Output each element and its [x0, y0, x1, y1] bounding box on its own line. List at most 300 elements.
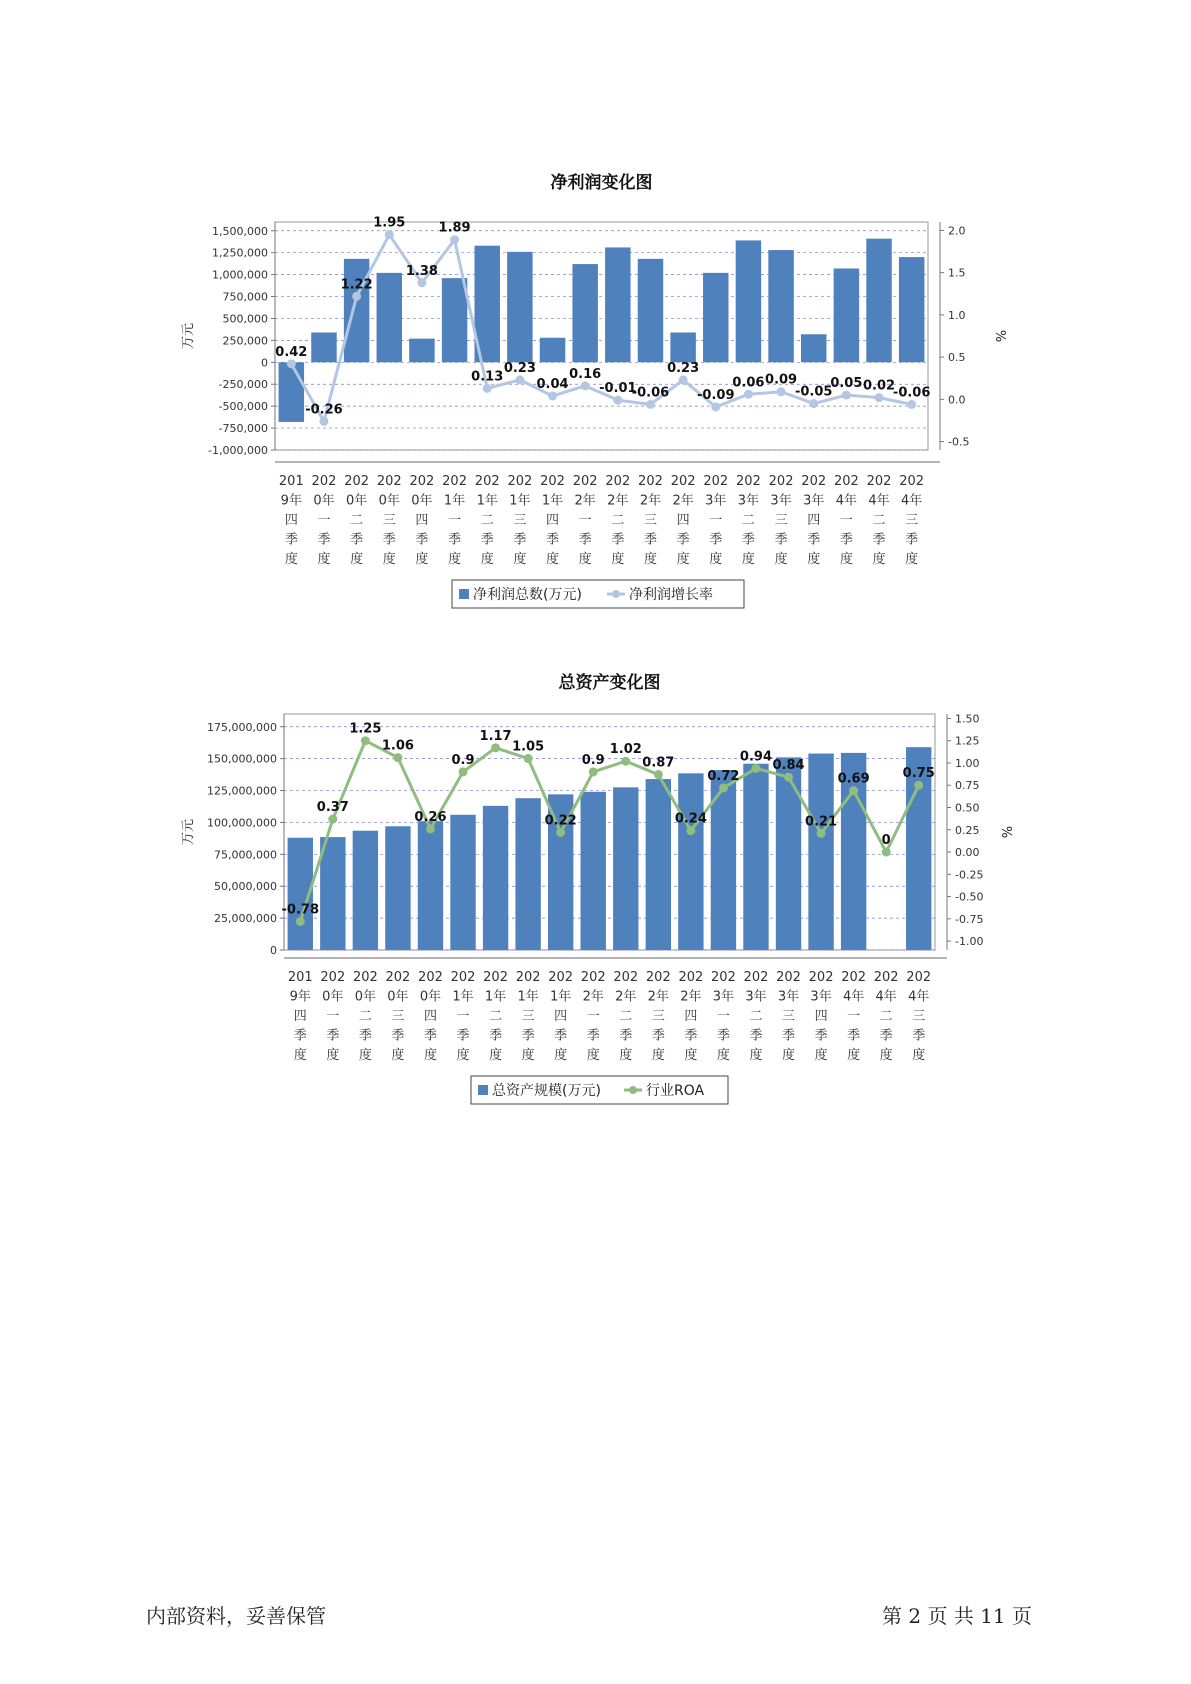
- x-tick-label-line: 202: [899, 474, 925, 489]
- x-tick-label-line: 一: [709, 513, 723, 528]
- x-tick-label-line: 二: [358, 1009, 372, 1024]
- data-label: 1.17: [479, 728, 512, 744]
- x-tick-label-line: 三: [382, 513, 396, 528]
- y-tick-label: 125,000,000: [207, 784, 277, 798]
- x-tick-label-line: 202: [507, 474, 533, 489]
- x-tick-label-line: 三: [912, 1009, 926, 1024]
- y2-tick-label: 0.50: [955, 801, 980, 815]
- x-tick-label-line: 季: [293, 1028, 307, 1044]
- x-tick-label: [507, 474, 532, 567]
- bar: [409, 339, 434, 363]
- x-tick-label-line: 季: [741, 532, 755, 548]
- bar: [483, 806, 508, 950]
- x-tick-label-line: 度: [554, 1048, 568, 1063]
- x-tick-label-line: 一: [326, 1009, 340, 1024]
- x-tick-label-line: 二: [749, 1009, 763, 1024]
- x-tick-label-line: 季: [905, 532, 919, 548]
- x-tick-label-line: 四: [807, 513, 821, 528]
- x-tick-label-line: 3年: [803, 493, 825, 509]
- line-point: [646, 400, 655, 409]
- line-point: [581, 381, 590, 390]
- y-tick-label: -500,000: [218, 400, 268, 414]
- x-tick-label-line: 202: [442, 474, 467, 489]
- x-tick-label-line: 202: [450, 970, 476, 985]
- x-tick-label-line: 二: [879, 1009, 893, 1024]
- x-tick-label-line: 季: [284, 532, 298, 548]
- x-tick-label: [581, 970, 606, 1063]
- data-label: 0.9: [451, 752, 475, 768]
- x-tick-label-line: 二: [480, 513, 494, 528]
- x-tick-label-line: 季: [807, 532, 821, 548]
- x-tick-label-line: 0年: [345, 493, 368, 509]
- x-tick-label-line: 202: [311, 474, 337, 489]
- x-tick-label-line: 2年: [672, 493, 694, 509]
- data-label: 0.37: [316, 800, 349, 816]
- y-tick-label: -750,000: [218, 422, 268, 436]
- x-tick-label-line: 2年: [574, 493, 596, 509]
- y-tick-label: 150,000,000: [207, 752, 277, 766]
- x-tick-label-line: 季: [456, 1028, 470, 1044]
- x-tick-label-line: 度: [415, 552, 429, 567]
- x-tick-label-line: 季: [358, 1028, 372, 1044]
- x-tick-label-line: 9年: [289, 989, 311, 1005]
- bar: [311, 332, 336, 362]
- x-tick-label-line: 202: [572, 474, 598, 489]
- x-tick-label-line: 0年: [387, 989, 409, 1005]
- line-point: [361, 736, 370, 745]
- x-tick-label-line: 202: [409, 474, 435, 489]
- x-tick-label-line: 0年: [313, 493, 335, 509]
- x-tick-label-line: 202: [352, 970, 378, 985]
- x-tick-label-line: 季: [382, 532, 396, 548]
- x-tick-label-line: 季: [513, 532, 527, 548]
- x-tick-label-line: 四: [676, 513, 690, 528]
- line-point: [319, 417, 328, 426]
- data-label: 0.72: [707, 768, 740, 784]
- x-tick-label-line: 季: [415, 532, 429, 548]
- line-point: [417, 278, 426, 287]
- line-point: [686, 826, 695, 835]
- line-point: [548, 391, 557, 400]
- x-tick-label-line: 二: [350, 513, 364, 528]
- y-tick-label: -1,000,000: [208, 444, 268, 457]
- x-tick-label-line: 度: [847, 1048, 861, 1063]
- x-tick-label-line: 2年: [607, 493, 629, 509]
- plot-area: [275, 222, 931, 450]
- y2-tick-label: 0.00: [955, 846, 980, 860]
- x-tick-label: [573, 474, 598, 567]
- x-tick-label-line: 202: [320, 970, 346, 985]
- x-tick-label-line: 0年: [322, 989, 344, 1005]
- x-tick-label-line: 1年: [541, 493, 564, 509]
- x-tick-label-line: 202: [605, 474, 631, 489]
- x-tick-label-line: 度: [651, 1048, 665, 1063]
- x-tick-label: [769, 474, 794, 567]
- bar: [515, 798, 540, 950]
- x-tick-label-line: 度: [619, 1048, 633, 1063]
- y2-tick-label: 0.75: [955, 779, 980, 793]
- x-tick-label-line: 度: [480, 552, 494, 567]
- x-tick-label-line: 1年: [509, 493, 531, 509]
- x-tick-label-line: 三: [774, 513, 788, 528]
- data-label: 0.23: [667, 360, 700, 376]
- x-tick-label-line: 2年: [647, 989, 669, 1005]
- data-label: 0.42: [275, 344, 308, 360]
- y-tick-label: 1,500,000: [212, 224, 268, 238]
- x-tick-label-line: 0年: [378, 493, 400, 509]
- x-tick-label-line: 1年: [452, 989, 474, 1005]
- x-tick-label-line: 一: [448, 513, 462, 528]
- x-tick-label-line: 四: [415, 513, 429, 528]
- y-tick-label: 1,250,000: [212, 246, 268, 260]
- y-axis-title: 万元: [181, 818, 196, 846]
- y-tick-label: 175,000,000: [207, 720, 277, 734]
- x-tick-label-line: 2年: [582, 989, 604, 1005]
- data-label: -0.01: [599, 381, 637, 397]
- data-label: 0.94: [739, 749, 773, 765]
- x-tick-label: [288, 970, 313, 1063]
- line-point: [882, 848, 891, 857]
- y2-tick-label: -0.5: [948, 435, 970, 449]
- x-tick-label-line: 季: [651, 1028, 665, 1044]
- x-tick-label-line: 1年: [484, 989, 507, 1005]
- line-point: [613, 396, 622, 405]
- x-tick-label: [711, 970, 736, 1063]
- x-tick-label-line: 度: [905, 552, 919, 567]
- y-tick-label: 0: [270, 944, 277, 957]
- x-tick-label-line: 9年: [280, 493, 302, 509]
- y2-tick-label: -0.25: [955, 868, 984, 882]
- x-tick-label-line: 2年: [680, 989, 702, 1005]
- x-tick-label-line: 度: [879, 1048, 893, 1063]
- x-tick-label-line: 201: [278, 474, 304, 489]
- bar: [377, 273, 402, 362]
- line-point: [621, 757, 630, 766]
- y2-tick-label: -0.75: [955, 912, 984, 926]
- x-tick-label: [451, 970, 476, 1063]
- x-tick-label-line: 202: [768, 474, 794, 489]
- bar: [768, 250, 793, 362]
- x-tick-label-line: 季: [521, 1028, 535, 1044]
- x-tick-label-line: 度: [358, 1048, 372, 1063]
- data-label: 0.06: [732, 375, 765, 391]
- x-tick-label-line: 季: [611, 532, 625, 548]
- x-tick-label-line: 202: [483, 970, 508, 985]
- x-tick-label-line: 1年: [517, 989, 539, 1005]
- data-label: 0.04: [536, 376, 569, 392]
- line-point: [296, 917, 305, 926]
- bar: [743, 764, 768, 950]
- y2-tick-label: 1.0: [948, 308, 966, 322]
- line-point: [385, 230, 394, 239]
- x-tick-label: [344, 474, 369, 567]
- bar: [899, 257, 924, 362]
- x-tick-label-line: 一: [317, 513, 331, 528]
- line-point: [751, 764, 760, 773]
- bar: [353, 831, 378, 950]
- x-tick-label-line: 季: [586, 1028, 600, 1044]
- x-tick-label-line: 四: [293, 1009, 307, 1024]
- x-tick-label: [678, 970, 703, 1063]
- x-tick-label-line: 季: [749, 1028, 763, 1044]
- legend-line-marker: [629, 1086, 637, 1094]
- line-point: [491, 743, 500, 752]
- x-tick-label-line: 四: [684, 1009, 698, 1024]
- legend-bar-label: 总资产规模(万元): [492, 1083, 601, 1099]
- x-tick-label-line: 一: [716, 1009, 730, 1024]
- x-tick-label-line: 季: [872, 532, 886, 548]
- bar: [670, 332, 695, 362]
- y-tick-label: 75,000,000: [214, 848, 277, 862]
- bar: [450, 815, 475, 950]
- x-tick-label-line: 度: [293, 1048, 307, 1063]
- bar: [703, 273, 728, 362]
- y-axis-title: 万元: [181, 322, 196, 350]
- line-point: [328, 815, 337, 824]
- x-tick-label-line: 201: [287, 970, 313, 985]
- data-label: 1.05: [512, 739, 545, 755]
- data-label: 0.09: [765, 372, 798, 388]
- x-tick-label-line: 度: [774, 552, 788, 567]
- x-tick-label-line: 202: [385, 970, 411, 985]
- x-tick-label-line: 4年: [842, 989, 865, 1005]
- x-tick-label-line: 3年: [777, 989, 800, 1005]
- x-tick-label-line: 4年: [901, 493, 923, 509]
- bar: [279, 362, 304, 422]
- data-label: 1.89: [438, 220, 471, 236]
- x-tick-label-line: 季: [879, 1028, 893, 1044]
- x-tick-label-line: 202: [645, 970, 671, 985]
- x-tick-label-line: 四: [554, 1009, 568, 1024]
- data-label: 0.24: [674, 811, 707, 827]
- x-tick-label-line: 季: [912, 1028, 926, 1044]
- line-point: [654, 770, 663, 779]
- legend-line-label: 净利润增长率: [629, 587, 713, 603]
- x-tick-label: [646, 970, 671, 1063]
- x-tick-label-line: 季: [709, 532, 723, 548]
- x-tick-label-line: 202: [678, 970, 704, 985]
- x-tick-label-line: 度: [643, 552, 657, 567]
- x-tick-label-line: 度: [749, 1048, 763, 1063]
- line-point: [907, 400, 916, 409]
- x-tick-label: [418, 970, 443, 1063]
- line-point: [719, 783, 728, 792]
- legend-line-label: 行业ROA: [646, 1083, 705, 1099]
- line-point: [777, 387, 786, 396]
- line-point: [914, 781, 923, 790]
- x-tick-label: [776, 970, 801, 1063]
- data-label: 0.05: [830, 376, 863, 392]
- line-point: [287, 359, 296, 368]
- x-tick-label-line: 度: [839, 552, 853, 567]
- chart-title: 净利润变化图: [550, 173, 653, 193]
- x-tick-label: [320, 970, 345, 1063]
- x-tick-label-line: 202: [776, 970, 801, 985]
- line-point: [459, 767, 468, 776]
- data-label: 0.26: [414, 809, 447, 825]
- line-point: [515, 375, 524, 384]
- x-tick-label-line: 度: [782, 1048, 796, 1063]
- x-tick-label-line: 202: [743, 970, 769, 985]
- x-tick-label-line: 度: [546, 552, 560, 567]
- x-tick-label-line: 度: [716, 1048, 730, 1063]
- y-tick-label: 250,000: [222, 334, 268, 348]
- bar: [711, 770, 736, 950]
- x-tick-label: [744, 970, 769, 1063]
- line-point: [450, 235, 459, 244]
- x-tick-label-line: 202: [833, 474, 859, 489]
- x-tick-label-line: 四: [814, 1009, 828, 1024]
- x-tick-label-line: 202: [376, 474, 402, 489]
- bar: [320, 837, 345, 950]
- x-tick-label-line: 4年: [835, 493, 858, 509]
- x-tick-label-line: 二: [872, 513, 886, 528]
- x-tick-label-line: 季: [774, 532, 788, 548]
- footer-page-number: 第 2 页 共 11 页: [882, 1604, 1032, 1628]
- line-point: [524, 754, 533, 763]
- y2-axis-title: %: [992, 329, 1007, 343]
- bar: [834, 268, 859, 362]
- x-tick-label-line: 202: [906, 970, 932, 985]
- x-tick-label-line: 季: [317, 532, 331, 548]
- x-tick-label: [475, 474, 500, 567]
- x-tick-label-line: 202: [474, 474, 500, 489]
- y-tick-label: 1,000,000: [212, 268, 268, 282]
- x-tick-label-line: 季: [480, 532, 494, 548]
- x-tick-label-line: 三: [521, 1009, 535, 1024]
- x-tick-label-line: 202: [540, 474, 565, 489]
- x-tick-label-line: 一: [456, 1009, 470, 1024]
- bar: [581, 792, 606, 950]
- data-label: 1.95: [373, 215, 406, 231]
- x-tick-label-line: 季: [676, 532, 690, 548]
- data-label: -0.05: [794, 384, 833, 400]
- x-tick-label-line: 度: [350, 552, 364, 567]
- x-tick-label-line: 202: [711, 970, 736, 985]
- x-tick-label: [279, 474, 304, 567]
- y2-tick-label: 1.50: [955, 712, 980, 726]
- x-tick-label-line: 度: [284, 552, 298, 567]
- x-tick-label-line: 度: [586, 1048, 600, 1063]
- data-label: 0.9: [581, 752, 605, 768]
- line-point: [483, 384, 492, 393]
- bar: [540, 338, 565, 363]
- bar: [418, 821, 443, 950]
- data-label: 1.25: [349, 721, 382, 737]
- x-tick-label: [410, 474, 435, 567]
- x-tick-label: [638, 474, 663, 567]
- x-tick-label-line: 2年: [639, 493, 662, 509]
- x-tick-label-line: 度: [513, 552, 527, 567]
- x-tick-label-line: 202: [873, 970, 899, 985]
- data-label: 0.16: [569, 366, 602, 382]
- x-tick-label-line: 季: [448, 532, 462, 548]
- data-label: 0.75: [902, 766, 935, 782]
- x-tick-label-line: 202: [580, 970, 606, 985]
- line-point: [809, 399, 818, 408]
- x-tick-label: [386, 970, 411, 1063]
- x-tick-label: [703, 474, 728, 567]
- x-tick-label-line: 202: [344, 474, 370, 489]
- data-label: 1.06: [381, 738, 414, 754]
- x-tick-label-line: 季: [684, 1028, 698, 1044]
- legend-bar-label: 净利润总数(万元): [473, 587, 582, 603]
- x-tick-label-line: 度: [391, 1048, 405, 1063]
- data-label: 0.69: [837, 771, 870, 787]
- y-tick-label: -250,000: [218, 378, 268, 392]
- legend-line-marker: [612, 590, 620, 598]
- line-point: [842, 391, 851, 400]
- x-tick-label-line: 度: [521, 1048, 535, 1063]
- x-tick-label-line: 3年: [705, 493, 727, 509]
- legend-bar-swatch: [478, 1085, 488, 1095]
- x-tick-label-line: 季: [423, 1028, 437, 1044]
- x-tick-label-line: 季: [782, 1028, 796, 1044]
- x-tick-label: [613, 970, 638, 1063]
- bar: [808, 754, 833, 950]
- x-tick-label: [736, 474, 761, 567]
- y-tick-label: 100,000,000: [207, 816, 277, 830]
- bar: [736, 240, 761, 362]
- bar: [678, 773, 703, 950]
- chart-title: 总资产变化图: [558, 673, 661, 693]
- x-tick-label: [899, 474, 924, 567]
- x-tick-label: [483, 970, 508, 1063]
- x-tick-label: [801, 474, 826, 567]
- line-point: [817, 829, 826, 838]
- x-tick-label-line: 季: [350, 532, 364, 548]
- x-tick-label-line: 度: [684, 1048, 698, 1063]
- x-tick-label: [809, 970, 834, 1063]
- y-tick-label: 500,000: [222, 312, 268, 326]
- x-tick-label: [312, 474, 337, 567]
- line-point: [744, 390, 753, 399]
- bar: [646, 779, 671, 950]
- x-tick-label-line: 3年: [745, 989, 767, 1005]
- x-tick-label-line: 4年: [868, 493, 890, 509]
- data-label: 0.23: [503, 360, 536, 376]
- y2-axis-title: %: [998, 825, 1013, 839]
- total-assets-chart-svg: [0, 660, 1191, 1120]
- total-assets-chart: [0, 660, 1191, 1120]
- data-label: 1.22: [340, 277, 373, 293]
- x-tick-label-line: 二: [741, 513, 755, 528]
- x-tick-label-line: 1年: [550, 989, 572, 1005]
- bar: [572, 264, 597, 362]
- x-tick-label-line: 3年: [737, 493, 760, 509]
- bar: [507, 252, 532, 362]
- line-point: [711, 402, 720, 411]
- data-label: -0.06: [631, 385, 670, 401]
- line-point: [393, 753, 402, 762]
- x-tick-label: [516, 970, 541, 1063]
- net-profit-chart: [0, 160, 1191, 620]
- line-point: [784, 773, 793, 782]
- x-tick-label-line: 3年: [810, 989, 832, 1005]
- data-label: 0.02: [862, 378, 896, 394]
- x-tick-label-line: 度: [489, 1048, 503, 1063]
- data-label: -0.26: [305, 402, 343, 418]
- x-tick-label-line: 4年: [875, 989, 897, 1005]
- x-tick-label: [442, 474, 467, 567]
- x-tick-label-line: 202: [703, 474, 729, 489]
- y2-tick-label: -1.00: [955, 935, 984, 949]
- y-tick-label: 25,000,000: [214, 912, 277, 926]
- y2-tick-label: -0.50: [955, 890, 984, 904]
- x-tick-label-line: 202: [638, 474, 663, 489]
- x-tick-label-line: 二: [611, 513, 625, 528]
- x-tick-label-line: 度: [611, 552, 625, 567]
